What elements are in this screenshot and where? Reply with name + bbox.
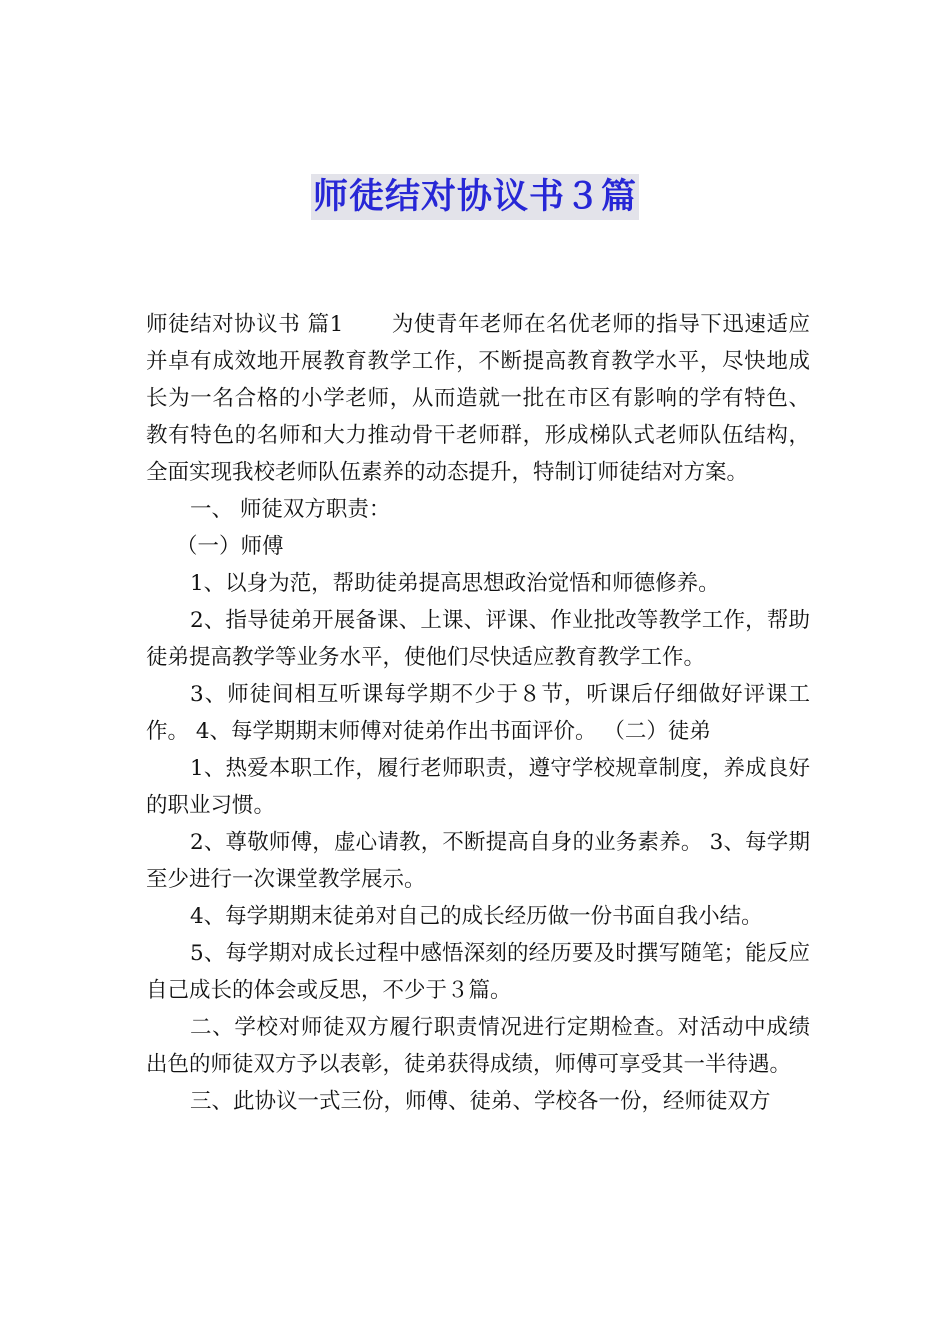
apprentice-duty-4: 4、每学期期末徒弟对自己的成长经历做一份书面自我小结。 <box>190 904 763 929</box>
apprentice-duty-5: 5、每学期对成长过程中感悟深刻的经历要及时撰写随笔；能反应自己成长的体会或反思，不少于３篇。 <box>146 941 810 1003</box>
title-container <box>0 174 950 220</box>
section-1-heading: 一、 师徒双方职责： <box>190 497 391 522</box>
subsection-mentor: （一）师傅 <box>176 534 284 559</box>
apprentice-duty-2-3: 2、尊敬师傅，虚心请教，不断提高自身的业务素养。 3、每学期至少进行一次课堂教学展示。 <box>146 830 810 892</box>
apprentice-duty-1: 1、热爱本职工作，履行老师职责，遵守学校规章制度，养成良好的职业习惯。 <box>146 756 810 818</box>
intro-text: 为使青年老师在名优老师的指导下迅速适应并卓有成效地开展教育教学工作，不断提高教育教学水平，尽快地成长为一名合格的小学老师，从而造就一批在市区有影响的学有特色、教有特色的名师和大力推动骨干老师群，形成梯队式老师队伍结构，全面实现我校老师队伍素养的动态提升，特制订师徒结对方案。 <box>146 312 810 485</box>
section-3-paragraph: 三、此协议一式三份，师傅、徒弟、学校各一份，经师徒双方 <box>190 1089 771 1114</box>
mentor-duty-2: 2、指导徒弟开展备课、上课、评课、作业批改等教学工作，帮助徒弟提高教学等业务水平，使他们尽快适应教育教学工作。 <box>146 608 810 670</box>
mentor-duty-3-4: 3、师徒间相互听课每学期不少于８节，听课后仔细做好评课工作。 4、每学期期末师傅对徒弟作出书面评价。 （二）徒弟 <box>146 682 810 744</box>
document-body <box>146 306 810 1120</box>
section-2-paragraph: 二、学校对师徒双方履行职责情况进行定期检查。对活动中成绩出色的师徒双方予以表彰，徒弟获得成绩，师傅可享受其一半待遇。 <box>146 1015 810 1077</box>
document-title: 师徒结对协议书３篇 <box>311 174 639 220</box>
section-heading: 师徒结对协议书 篇1 <box>146 312 344 337</box>
intro-paragraph <box>146 306 810 491</box>
mentor-duty-1: 1、以身为范，帮助徒弟提高思想政治觉悟和师德修养。 <box>190 571 720 596</box>
